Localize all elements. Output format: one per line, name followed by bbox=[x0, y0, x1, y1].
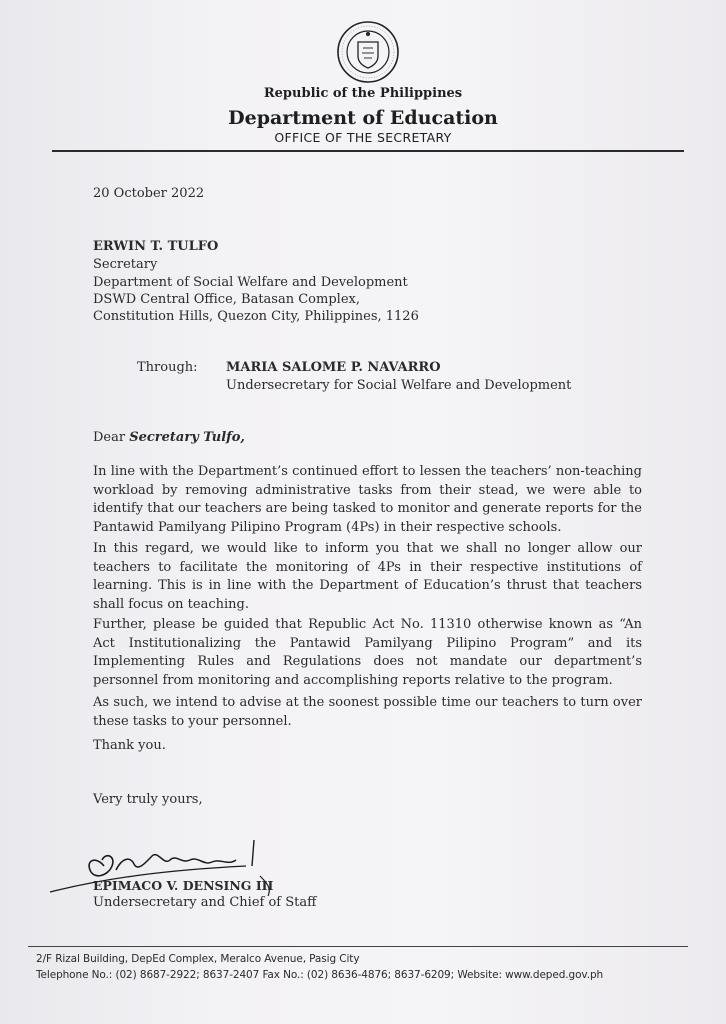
recipient-org: Department of Social Welfare and Development bbox=[93, 275, 408, 290]
body-paragraph-3: Further, please be guided that Republic Act No. 11310 otherwise known as “An Act Institutionalizing the Pantawid Pamilyang Pilipino Program” and its Implementing Rules and Regulations does not mandate our department’s personnel from monitoring and accomplishing reports relative to the program. bbox=[93, 617, 642, 688]
recipient-title: Secretary bbox=[93, 257, 158, 272]
signatory-name: EPIMACO V. DENSING III bbox=[93, 878, 274, 893]
recipient-address-1: DSWD Central Office, Batasan Complex, bbox=[93, 292, 360, 307]
thank-you: Thank you. bbox=[93, 738, 166, 753]
footer-contact: Telephone No.: (02) 8687-2922; 8637-2407 Fax No.: (02) 8636-4876; 8637-6209; Website: www.deped.gov.ph bbox=[36, 969, 604, 981]
salutation-name: Secretary Tulfo, bbox=[129, 430, 245, 445]
body-paragraph-2: In this regard, we would like to inform you that we shall no longer allow our teachers to facilitate the monitoring of 4Ps in their respective institutions of learning. This is in line with the Department of Education’s thrust that teachers shall focus on teaching. bbox=[93, 541, 642, 612]
letterhead-department: Department of Education bbox=[228, 107, 498, 129]
salutation bbox=[93, 428, 245, 447]
footer-divider bbox=[28, 946, 688, 947]
through-title: Undersecretary for Social Welfare and Development bbox=[226, 378, 572, 393]
through-name: MARIA SALOME P. NAVARRO bbox=[226, 360, 441, 375]
header-divider bbox=[52, 150, 684, 152]
through-label: Through: bbox=[137, 360, 198, 375]
recipient-address-2: Constitution Hills, Quezon City, Philippines, 1126 bbox=[93, 309, 419, 324]
body-paragraph-1: In line with the Department’s continued effort to lessen the teachers’ non-teaching workload by removing administrative tasks from their stead, we were able to identify that our teachers are being tasked to monitor and generate reports for the Pantawid Pamilyang Pilipino Program (4Ps) in their respective schools. bbox=[93, 464, 642, 535]
closing: Very truly yours, bbox=[93, 792, 203, 807]
letterhead-office: OFFICE OF THE SECRETARY bbox=[274, 130, 452, 145]
salutation-prefix: Dear bbox=[93, 430, 130, 445]
signatory-title: Undersecretary and Chief of Staff bbox=[93, 895, 317, 910]
body-paragraph-4: As such, we intend to advise at the soonest possible time our teachers to turn over these tasks to your personnel. bbox=[93, 695, 642, 729]
footer-address: 2/F Rizal Building, DepEd Complex, Meralco Avenue, Pasig City bbox=[36, 953, 360, 965]
letterhead-republic: Republic of the Philippines bbox=[263, 86, 463, 101]
letter-date: 20 October 2022 bbox=[93, 186, 205, 201]
recipient-name: ERWIN T. TULFO bbox=[93, 239, 219, 254]
deped-seal-icon bbox=[336, 20, 400, 84]
